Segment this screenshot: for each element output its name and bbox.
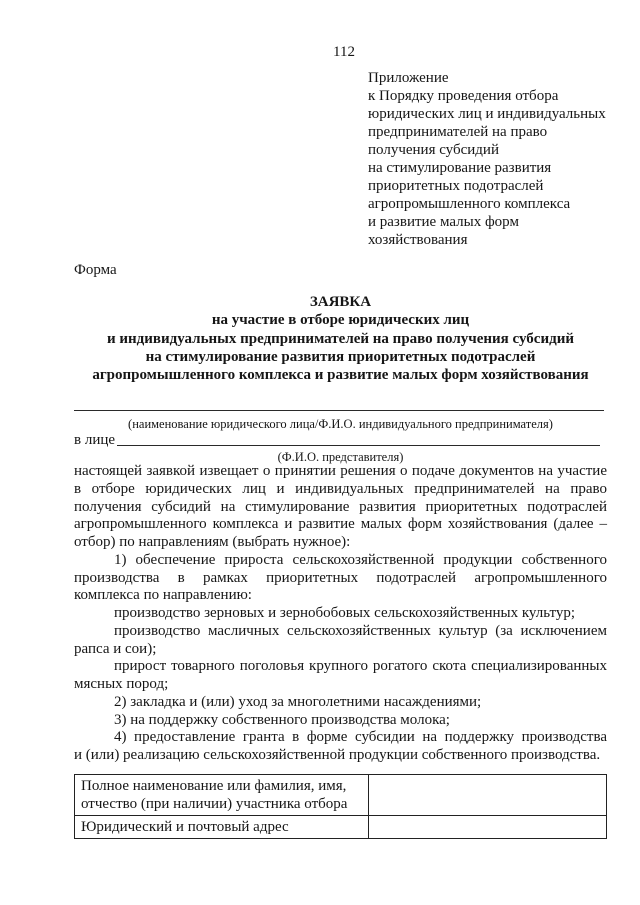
body-line: производство масличных сельскохозяйственных культур (за исключением — [114, 622, 607, 639]
body-line: мясных пород; — [74, 676, 169, 692]
appendix-line: Приложение — [368, 70, 449, 86]
participant-name-label-cell: Полное наименование или фамилия, имя, отчество (при наличии) участника отбора — [75, 775, 369, 816]
table-row — [75, 775, 607, 816]
direction-3-paragraph — [74, 712, 607, 730]
subdirection-oilseed-paragraph — [74, 623, 607, 659]
title-line: и индивидуальных предпринимателей на право получения субсидий — [107, 330, 574, 347]
participant-name-value-cell — [369, 775, 607, 816]
intro-paragraph — [74, 463, 607, 552]
title-line: агропромышленного комплекса и развитие малых форм хозяйствования — [92, 367, 589, 384]
appendix-line: на стимулирование развития — [368, 160, 552, 176]
body-line: и (или) реализацию сельскохозяйственной продукции собственного производства. — [74, 747, 601, 763]
body-line: прирост товарного поголовья крупного рогатого скота специализированных — [114, 658, 607, 675]
direction-1-paragraph — [74, 552, 607, 605]
application-body — [74, 463, 607, 765]
appendix-line: приоритетных подотраслей — [368, 178, 544, 194]
body-line: производства в рамках приоритетных подотраслей агропромышленного — [74, 569, 607, 586]
subdirection-cattle-paragraph — [74, 658, 607, 694]
body-line: комплекса по направлению: — [74, 587, 252, 604]
appendix-line: предпринимателей на право — [368, 124, 548, 140]
representative-caption: (Ф.И.О. представителя) — [277, 450, 404, 464]
title-line: на участие в отборе юридических лиц — [211, 312, 470, 329]
subdirection-grain-paragraph — [74, 605, 607, 623]
appendix-line: агропромышленного комплекса — [368, 196, 571, 212]
applicant-name-caption: (наименование юридического лица/Ф.И.О. индивидуального предпринимателя) — [128, 417, 553, 431]
appendix-line: и развитие малых форм — [368, 214, 519, 230]
applicant-name-blank-line — [74, 410, 604, 411]
form-label: Форма — [74, 262, 117, 278]
body-line: рапса и сои); — [74, 640, 157, 657]
document-title — [74, 293, 607, 384]
body-line: настоящей заявкой извещает о принятии решения о подаче документов на участие — [74, 463, 607, 479]
represented-by-label: в лице — [74, 432, 116, 448]
appendix-note — [368, 69, 606, 249]
body-line: отбор) по направлениям (выбрать нужное): — [74, 534, 351, 550]
participant-info-table — [74, 774, 607, 839]
appendix-line: юридических лиц и индивидуальных — [368, 106, 606, 122]
body-line: 3) на поддержку собственного производства молока; — [114, 711, 450, 728]
body-line: 2) закладка и (или) уход за многолетними насаждениями; — [114, 693, 482, 710]
page-number: 112 — [333, 44, 355, 60]
body-line: 4) предоставление гранта в форме субсидии на поддержку производства — [114, 729, 607, 746]
body-line: производство зерновых и зернобобовых сельскохозяйственных культур; — [114, 605, 576, 621]
table-row — [75, 816, 607, 839]
address-value-cell — [369, 816, 607, 839]
address-label-cell: Юридический и почтовый адрес — [75, 816, 369, 839]
body-line: агропромышленного комплекса и развитие малых форм хозяйствования (далее – — [74, 516, 607, 533]
body-line: получения субсидий на стимулирование развития приоритетных подотраслей — [74, 498, 607, 515]
direction-2-paragraph — [74, 694, 607, 712]
direction-4-paragraph — [74, 729, 607, 765]
body-line: в отборе юридических лиц и индивидуальных предпринимателей на право — [74, 480, 607, 497]
appendix-line: хозяйствования — [368, 232, 468, 248]
appendix-line: к Порядку проведения отбора — [368, 88, 559, 104]
body-line: 1) обеспечение прироста сельскохозяйственной продукции собственного — [114, 551, 607, 568]
title-heading: ЗАЯВКА — [309, 294, 372, 310]
appendix-line: получения субсидий — [368, 142, 499, 158]
title-line: на стимулирование развития приоритетных подотраслей — [145, 348, 536, 365]
representative-blank-line — [117, 445, 600, 446]
